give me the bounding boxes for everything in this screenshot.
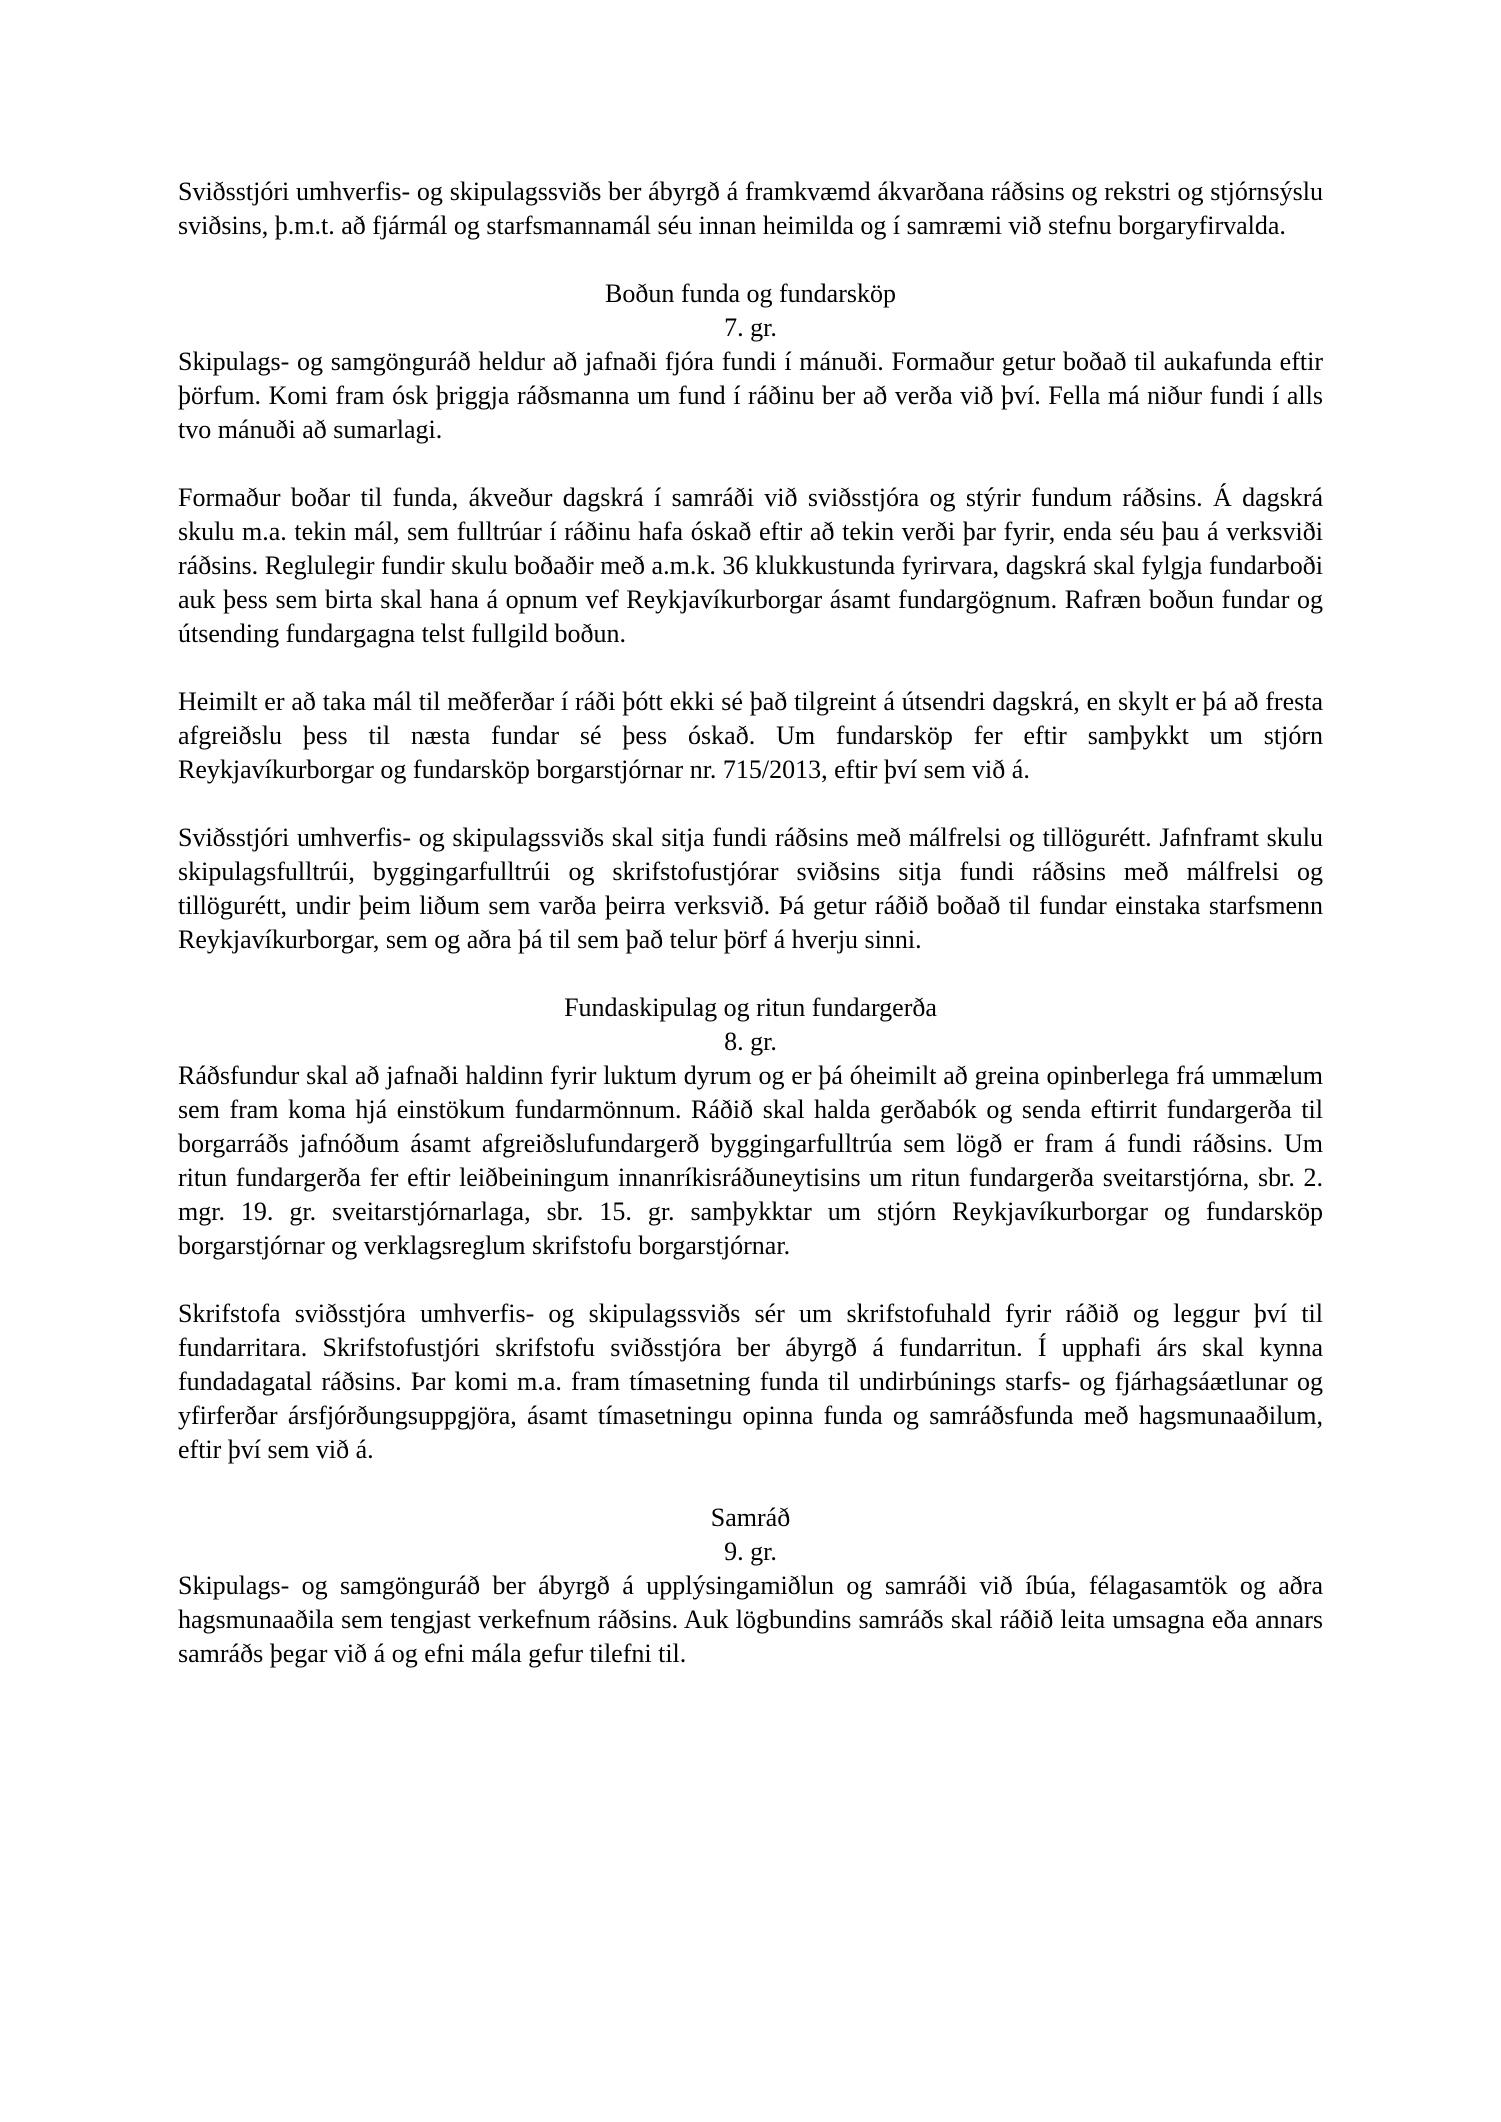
paragraph: Formaður boðar til funda, ákveður dagskrá í samráði við sviðsstjóra og stýrir fundum ráðsins. Á dagskrá skulu m.a. tekin mál, sem fulltrúar í ráðinu hafa óskað eftir að tekin verði þar fyrir, enda séu þau á verksviði ráðsins. Reglulegir fundir skulu boðaðir með a.m.k. 36 klukkustunda fyrirvara, dagskrá skal fylgja fundarboði auk þess sem birta skal hana á opnum vef Reykjavíkurborgar ásamt fundargögnum. Rafræn boðun fundar og útsending fundargagna telst fullgild boðun.	[178, 483, 1323, 648]
section-article-number: 7. gr.	[724, 313, 777, 342]
section-article-number: 9. gr.	[724, 1537, 777, 1566]
paragraph: Heimilt er að taka mál til meðferðar í ráði þótt ekki sé það tilgreint á útsendri dagskrá, en skylt er þá að fresta afgreiðslu þess til næsta fundar sé þess óskað. Um fundarsköp fer eftir samþykkt um stjórn Reykjavíkurborgar og fundarsköp borgarstjórnar nr. 715/2013, eftir því sem við á.	[178, 687, 1323, 784]
paragraph: Skipulags- og samgönguráð ber ábyrgð á upplýsingamiðlun og samráði við íbúa, félagasamtök og aðra hagsmunaaðila sem tengjast verkefnum ráðsins. Auk lögbundins samráðs skal ráðið leita umsagna eða annars samráðs þegar við á og efni mála gefur tilefni til.	[178, 1571, 1323, 1668]
paragraph: Skipulags- og samgönguráð heldur að jafnaði fjóra fundi í mánuði. Formaður getur boðað til aukafunda eftir þörfum. Komi fram ósk þriggja ráðsmanna um fund í ráðinu ber að verða við því. Fella má niður fundi í alls tvo mánuði að sumarlagi.	[178, 347, 1323, 444]
section-title: Boðun funda og fundarsköp	[604, 279, 896, 308]
paragraph: Skrifstofa sviðsstjóra umhverfis- og skipulagssviðs sér um skrifstofuhald fyrir ráðið og leggur því til fundarritara. Skrifstofustjóri skrifstofu sviðsstjóra ber ábyrgð á fundarritun. Í upphafi árs skal kynna fundadagatal ráðsins. Þar komi m.a. fram tímasetning funda til undirbúnings starfs- og fjárhagsáætlunar og yfirferðar ársfjórðungsuppgjöra, ásamt tímasetningu opinna funda og samráðsfunda með hagsmunaaðilum, eftir því sem við á.	[178, 1299, 1323, 1464]
paragraph: Sviðsstjóri umhverfis- og skipulagssviðs ber ábyrgð á framkvæmd ákvarðana ráðsins og rekstri og stjórnsýslu sviðsins, þ.m.t. að fjármál og starfsmannamál séu innan heimilda og í samræmi við stefnu borgaryfirvalda.	[178, 177, 1323, 240]
section-article-number: 8. gr.	[724, 1027, 777, 1056]
paragraph: Ráðsfundur skal að jafnaði haldinn fyrir luktum dyrum og er þá óheimilt að greina opinberlega frá ummælum sem fram koma hjá einstökum fundarmönnum. Ráðið skal halda gerðabók og senda eftirrit fundargerða til borgarráðs jafnóðum ásamt afgreiðslufundargerð byggingarfulltrúa sem lögð er fram á fundi ráðsins. Um ritun fundargerða fer eftir leiðbeiningum innanríkisráðuneytisins um ritun fundargerða sveitarstjórna, sbr. 2. mgr. 19. gr. sveitarstjórnarlaga, sbr. 15. gr. samþykktar um stjórn Reykjavíkurborgar og fundarsköp borgarstjórnar og verklagsreglum skrifstofu borgarstjórnar.	[178, 1061, 1323, 1260]
section-title: Samráð	[710, 1503, 791, 1532]
paragraph: Sviðsstjóri umhverfis- og skipulagssviðs skal sitja fundi ráðsins með málfrelsi og tillögurétt. Jafnframt skulu skipulagsfulltrúi, byggingarfulltrúi og skrifstofustjórar sviðsins sitja fundi ráðsins með málfrelsi og tillögurétt, undir þeim liðum sem varða þeirra verksvið. Þá getur ráðið boðað til fundar einstaka starfsmenn Reykjavíkurborgar, sem og aðra þá til sem það telur þörf á hverju sinni.	[178, 823, 1323, 954]
section-title: Fundaskipulag og ritun fundargerða	[564, 993, 937, 1022]
